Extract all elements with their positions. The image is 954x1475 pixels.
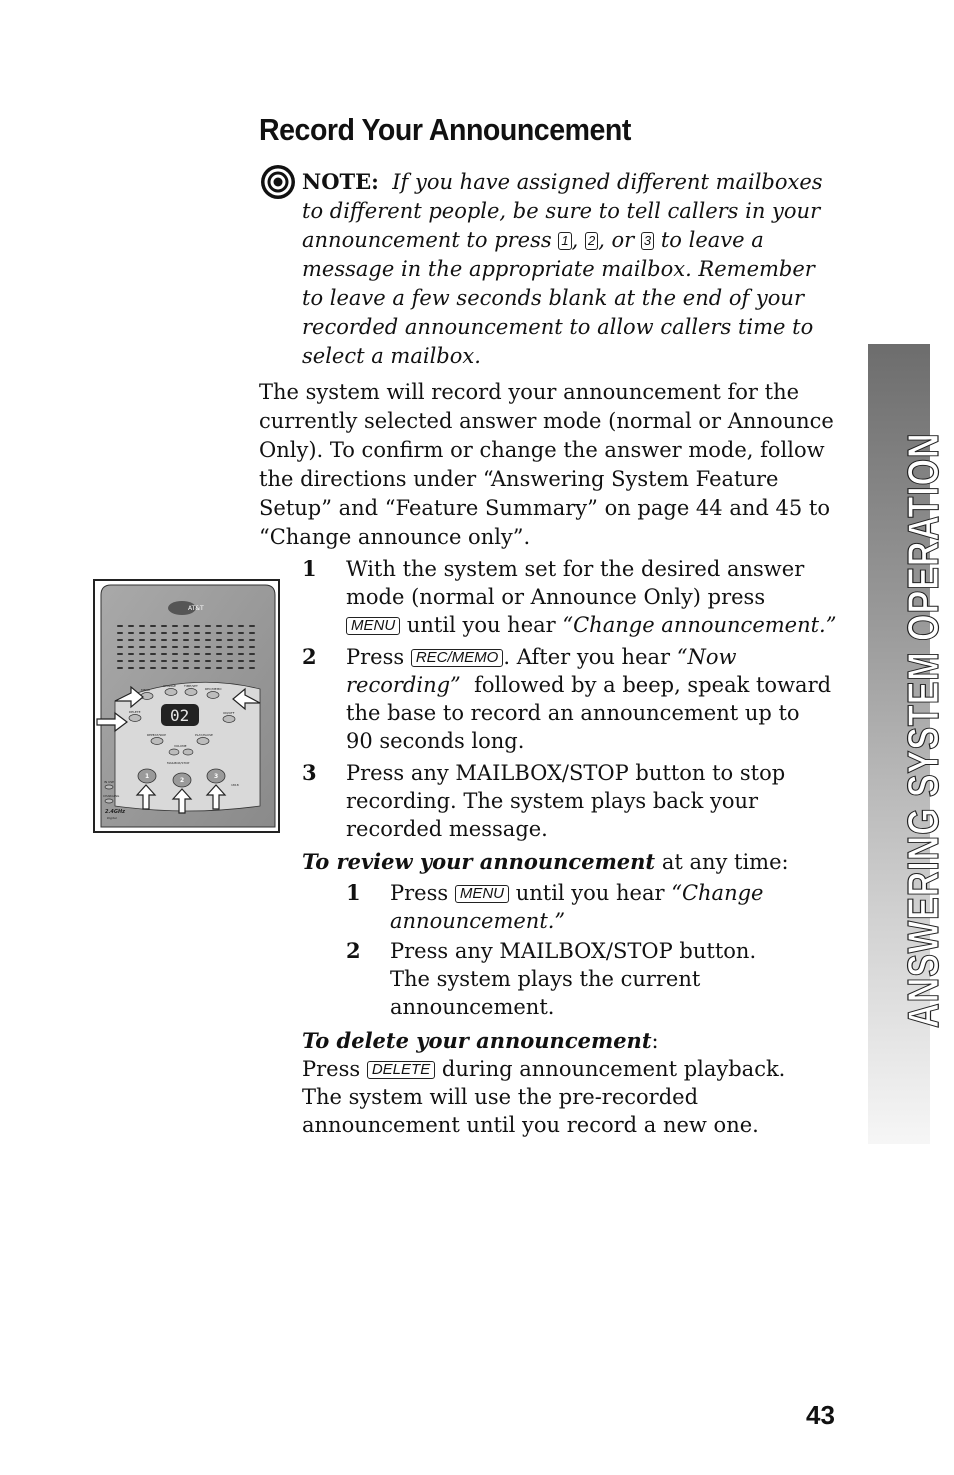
label-volume: VOLUME (174, 744, 187, 748)
grille-slot (238, 646, 244, 648)
grille-slot (172, 625, 178, 627)
grille-slot (216, 653, 222, 655)
delete-text-b: during announcement playback. (441, 1057, 786, 1081)
step-line (346, 611, 846, 639)
grille-slot (183, 646, 189, 648)
step-number: 2 (302, 644, 317, 669)
grille-slot (172, 660, 178, 662)
grille-slot (117, 632, 123, 634)
note-target-icon (260, 164, 296, 200)
delete-line (302, 1055, 822, 1083)
step-text-b: until you hear (515, 881, 665, 905)
step-line (390, 907, 830, 935)
label-onoff: ON/OFF (223, 711, 235, 715)
grille-slot (194, 660, 200, 662)
label-timeset: TIME/SET (184, 684, 198, 688)
step-text-a: Press (346, 645, 405, 669)
step-2 (302, 643, 842, 758)
review-heading (302, 848, 822, 876)
label-repeat: REPEAT/SKIP (147, 733, 166, 737)
note-block (302, 167, 827, 371)
key-1: 1 (558, 232, 571, 250)
grille-slot (172, 639, 178, 641)
key-2: 2 (585, 232, 598, 250)
mailbox-2-label: 2 (180, 777, 185, 784)
grille-slot (194, 646, 200, 648)
step-line: Press any MAILBOX/STOP button. (390, 939, 757, 963)
grille-slot (128, 646, 134, 648)
grille-slot (128, 660, 134, 662)
grille-slot (194, 667, 200, 669)
menu-key: MENU (346, 617, 400, 635)
step-line: recording. The system plays back your (346, 789, 759, 813)
review-step-2 (346, 937, 826, 1023)
label-digital: Digital (107, 816, 117, 820)
sidebar-label: ANSWERING SYSTEM OPERATION (899, 432, 948, 1028)
grille-slot (128, 639, 134, 641)
grille-slot (216, 625, 222, 627)
grille-slot (216, 660, 222, 662)
grille-slot (238, 632, 244, 634)
grille-slot (216, 667, 222, 669)
step-number: 1 (346, 880, 361, 905)
grille-slot (194, 632, 200, 634)
step-text (346, 759, 846, 843)
grille-slot (150, 632, 156, 634)
label-freq: 2.4GHz (105, 809, 126, 815)
delete-line: The system will use the pre-recorded (302, 1085, 699, 1109)
step-line: Press any MAILBOX/STOP button to stop (346, 761, 786, 785)
label-recmemo: REC/MEMO (205, 687, 222, 691)
label-menu: MENU (141, 688, 150, 692)
grille-slot (139, 632, 145, 634)
step-text-b: . After you hear (503, 645, 671, 669)
grille-slot (161, 646, 167, 648)
grille-slot (205, 646, 211, 648)
label-charging: CHARGING (103, 794, 120, 798)
mailbox-1-label: 1 (145, 773, 150, 780)
grille-slot (205, 639, 211, 641)
step-number: 3 (302, 760, 317, 785)
step-line: announcement. (390, 995, 555, 1019)
grille-slot (117, 625, 123, 627)
grille-slot (205, 660, 211, 662)
grille-slot (117, 639, 123, 641)
step-text-a: Press (390, 881, 449, 905)
grille-slot (249, 660, 255, 662)
grille-slot (249, 646, 255, 648)
grille-slot (172, 667, 178, 669)
note-label: NOTE: (302, 169, 379, 194)
grille-slot (238, 625, 244, 627)
note-text-1: If you have assigned different mailboxes to different people, be sure to tell callers in your announcement to press (302, 170, 823, 252)
step-line (390, 879, 830, 907)
grille-slot (205, 653, 211, 655)
grille-slot (161, 660, 167, 662)
delete-heading-text: To delete your announcement (302, 1028, 652, 1053)
step-line (346, 671, 846, 699)
note-text-2: to leave a message in the appropriate mailbox. Remember to leave a few seconds blank at the end of your recorded announcement to allow callers time to select a mailbox. (302, 228, 815, 368)
grille-slot (227, 639, 233, 641)
label-model: 1818 (231, 783, 239, 787)
grille-slot (161, 667, 167, 669)
step-3 (302, 759, 842, 849)
grille-slot (183, 667, 189, 669)
grille-slot (238, 660, 244, 662)
grille-slot (150, 646, 156, 648)
step-line: 90 seconds long. (346, 729, 525, 753)
grille-slot (150, 625, 156, 627)
grille-slot (172, 646, 178, 648)
step-quote-a: “Now (676, 645, 737, 669)
page-title: Record Your Announcement (259, 112, 631, 147)
grille-slot (227, 660, 233, 662)
grille-slot (150, 639, 156, 641)
grille-slot (249, 639, 255, 641)
delete-line: announcement until you record a new one. (302, 1113, 759, 1137)
page-number: 43 (806, 1400, 835, 1430)
grille-slot (249, 653, 255, 655)
step-quote-b: announcement.” (390, 909, 566, 933)
note-sep-2: , or (598, 228, 635, 252)
grille-slot (205, 667, 211, 669)
grille-slot (172, 653, 178, 655)
step-quote-b: recording” (346, 673, 461, 697)
step-1 (302, 555, 842, 645)
label-mailbox: MAILBOX/STOP (167, 761, 190, 765)
grille-slot (194, 639, 200, 641)
grille-slot (183, 639, 189, 641)
step-text (346, 643, 846, 755)
step-quote: “Change announcement.” (562, 613, 837, 637)
delete-heading (302, 1027, 822, 1055)
grille-slot (205, 625, 211, 627)
grille-slot (216, 632, 222, 634)
grille-slot (150, 667, 156, 669)
grille-slot (227, 632, 233, 634)
grille-slot (238, 653, 244, 655)
note-sep-1: , (571, 228, 579, 252)
grille-slot (161, 625, 167, 627)
grille-slot (117, 646, 123, 648)
display-digits: 02 (170, 706, 190, 725)
label-delete: DELETE (129, 710, 141, 714)
delete-section (302, 1027, 822, 1139)
step-number: 1 (302, 556, 317, 581)
grille-slot (194, 653, 200, 655)
review-heading-text: To review your announcement (302, 849, 656, 874)
delete-suffix: : (651, 1029, 659, 1053)
step-text-c: followed by a beep, speak toward (474, 673, 832, 697)
grille-slot (216, 639, 222, 641)
grille-slot (161, 653, 167, 655)
rec-memo-key: REC/MEMO (411, 649, 504, 667)
grille-slot (161, 639, 167, 641)
menu-key: MENU (455, 885, 509, 903)
grille-slot (139, 667, 145, 669)
grille-slot (227, 667, 233, 669)
grille-slot (249, 625, 255, 627)
step-line: recorded message. (346, 817, 548, 841)
grille-slot (216, 646, 222, 648)
step-quote-a: “Change (671, 881, 764, 905)
step-text-c: until you hear (406, 613, 556, 637)
step-line: mode (normal or Announce Only) press (346, 585, 766, 609)
grille-slot (128, 632, 134, 634)
grille-slot (194, 625, 200, 627)
grille-slot (183, 653, 189, 655)
step-number: 2 (346, 938, 361, 963)
grille-slot (139, 625, 145, 627)
grille-slot (227, 646, 233, 648)
grille-slot (139, 653, 145, 655)
grille-slot (128, 625, 134, 627)
brand-text: AT&T (188, 605, 204, 612)
answering-machine-illustration (95, 581, 278, 831)
grille-slot (172, 632, 178, 634)
step-text (346, 555, 846, 639)
grille-slot (117, 660, 123, 662)
step-line: The system plays the current (390, 967, 701, 991)
step-line: With the system set for the desired answer (346, 557, 805, 581)
grille-slot (139, 646, 145, 648)
grille-slot (227, 625, 233, 627)
grille-slot (161, 632, 167, 634)
grille-slot (150, 660, 156, 662)
grille-slot (128, 653, 134, 655)
grille-slot (249, 667, 255, 669)
grille-slot (117, 667, 123, 669)
label-change: CHANGE (163, 684, 176, 688)
grille-slot (183, 625, 189, 627)
step-text (390, 879, 830, 935)
grille-slot (139, 660, 145, 662)
grille-slot (227, 653, 233, 655)
review-suffix: at any time: (661, 850, 789, 874)
intro-paragraph: The system will record your announcement for the currently selected answer mode (normal or Announce Only). To confirm or change the answer mode, follow the directions under “Answering System Feature Setup” and “Feature Summary” on page 44 and 45 to “Change announce only”. (259, 380, 834, 549)
grille-slot (205, 632, 211, 634)
grille-slot (249, 632, 255, 634)
grille-slot (238, 639, 244, 641)
step-line (346, 643, 846, 671)
grille-slot (183, 660, 189, 662)
mailbox-3-label: 3 (214, 773, 219, 780)
grille-slot (117, 653, 123, 655)
step-text (390, 937, 830, 1021)
label-inuse: IN USE (104, 780, 115, 784)
grille-slot (238, 667, 244, 669)
step-line: the base to record an announcement up to (346, 701, 800, 725)
grille-slot (139, 639, 145, 641)
key-3: 3 (641, 232, 654, 250)
grille-slot (128, 667, 134, 669)
grille-slot (150, 653, 156, 655)
review-step-1 (346, 879, 826, 937)
delete-text-a: Press (302, 1057, 361, 1081)
delete-key: DELETE (367, 1061, 435, 1079)
grille-slot (183, 632, 189, 634)
answering-machine-figure (93, 579, 280, 833)
label-play: PLAY/PAUSE (195, 733, 213, 737)
